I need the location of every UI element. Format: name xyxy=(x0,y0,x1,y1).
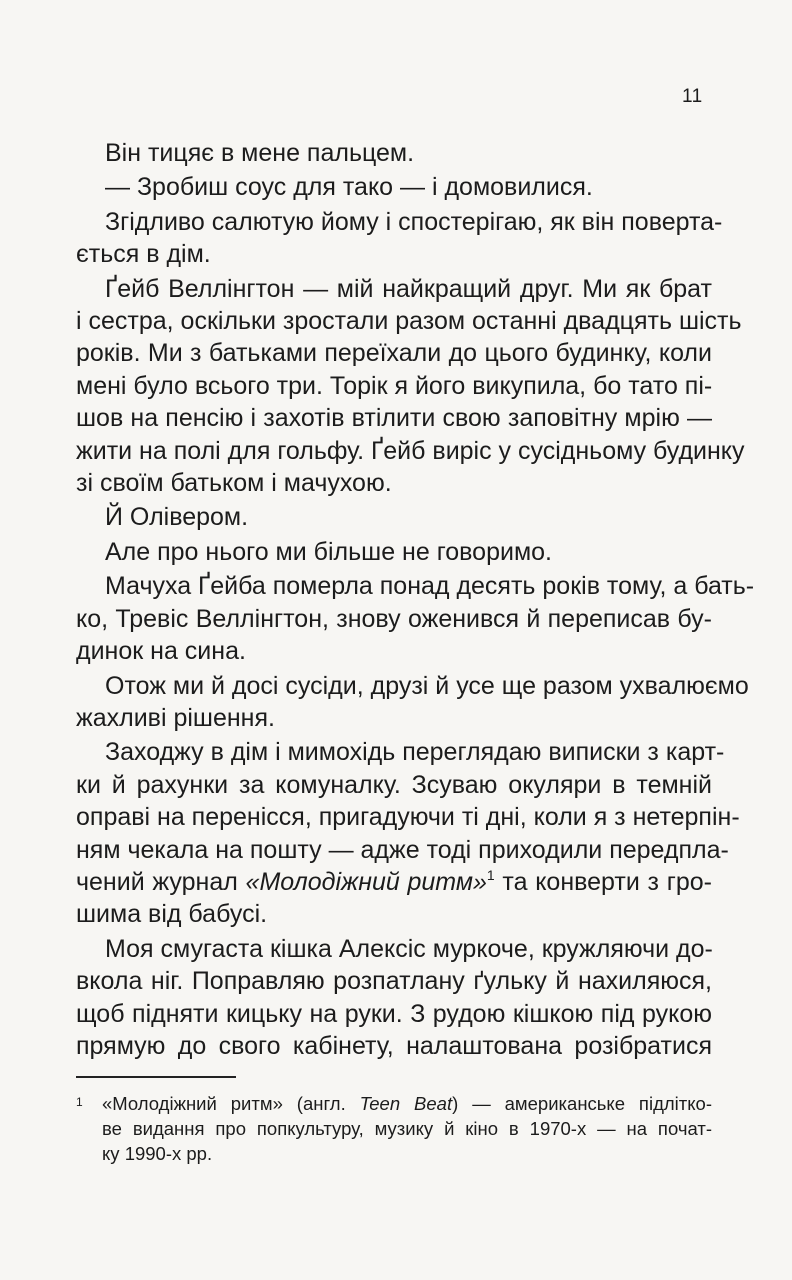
text-line xyxy=(76,670,749,702)
line-text: щоб підняти кицьку на руки. З рудою кішкою під рукою xyxy=(76,999,712,1028)
paragraph xyxy=(76,536,712,568)
footnote-reference: 1 xyxy=(486,866,495,883)
line-text: оправі на перенісся, пригадуючи ті дні, коли я з нетерпін- xyxy=(76,803,740,832)
text-line xyxy=(76,206,723,238)
text-line xyxy=(76,305,742,337)
text-line xyxy=(76,370,712,402)
text-line xyxy=(76,570,755,602)
line-text: жахливі рішення. xyxy=(76,703,275,732)
line-text: шов на пенсію і захотів втілити свою заповітну мрію — xyxy=(76,404,712,433)
text-line xyxy=(76,467,712,499)
text-line xyxy=(76,1030,712,1062)
text-line xyxy=(76,273,712,305)
line-text: мені було всього три. Торік я його викупила, бо тато пі- xyxy=(76,371,713,400)
text-line xyxy=(76,137,712,169)
line-text: Й Олівером. xyxy=(105,503,249,532)
text-line xyxy=(76,933,712,965)
text-line xyxy=(76,635,712,667)
text-line xyxy=(76,536,712,568)
line-text: — Зробиш соус для тако — і домовилися. xyxy=(105,173,593,202)
line-text: ве видання про попкультуру, музику й кіно в 1970-х — на почат- xyxy=(102,1118,712,1139)
text-line xyxy=(76,702,712,734)
line-text: ється в дім. xyxy=(76,240,211,269)
text-line xyxy=(76,238,712,270)
line-text: «Молодіжний ритм» (англ. xyxy=(102,1093,360,1114)
line-text: ку 1990-х рр. xyxy=(102,1143,213,1164)
line-text: Заходжу в дім і мимохідь переглядаю виписки з карт- xyxy=(105,738,725,767)
text-line xyxy=(76,402,712,434)
text-line xyxy=(102,1116,712,1141)
paragraph xyxy=(76,273,745,500)
line-text: зі своїм батьком і мачухою. xyxy=(76,469,392,498)
line-text: жити на полі для гольфу. Ґейб виріс у сусідньому будинку xyxy=(76,436,745,465)
paragraph xyxy=(76,171,712,203)
italic-title: Teen Beat xyxy=(359,1093,453,1114)
line-text: Мачуха Ґейба померла понад десять років тому, а бать- xyxy=(105,572,755,601)
text-line xyxy=(76,435,745,467)
paragraph xyxy=(76,501,712,533)
text-line xyxy=(76,603,712,635)
line-text: чений журнал xyxy=(76,867,246,896)
text-line xyxy=(76,898,712,930)
line-text: і сестра, оскільки зростали разом останні двадцять шість xyxy=(76,307,742,336)
paragraph xyxy=(76,137,712,169)
paragraph xyxy=(76,933,712,1063)
text-line xyxy=(76,998,712,1030)
line-text: Ґейб Веллінгтон — мій найкращий друг. Ми як брат xyxy=(105,274,712,303)
line-text: Згідливо салютую йому і спостерігаю, як він поверта- xyxy=(105,207,723,236)
paragraph xyxy=(76,670,749,735)
footnote xyxy=(76,1091,712,1166)
text-line xyxy=(76,834,729,866)
footnote-divider xyxy=(76,1076,236,1078)
body-text xyxy=(76,137,755,1062)
text-line xyxy=(76,769,712,801)
footnote-marker: 1 xyxy=(76,1095,83,1109)
text-line xyxy=(102,1141,712,1166)
line-text: динок на сина. xyxy=(76,637,246,666)
line-text: шима від бабусі. xyxy=(76,900,268,929)
line-text-continued: та конверти з гро- xyxy=(494,867,712,896)
line-text: ко, Тревіс Веллінгтон, знову оженився й переписав бу- xyxy=(76,604,712,633)
line-text: вкола ніг. Поправляю розпатлану ґульку й нахиляюся, xyxy=(76,967,712,996)
paragraph xyxy=(76,570,755,667)
text-line xyxy=(76,965,712,997)
text-line xyxy=(102,1091,712,1116)
line-text: ням чекала на пошту — адже тоді приходили передпла- xyxy=(76,835,729,864)
line-text: ки й рахунки за комуналку. Зсуваю окуляри в темній xyxy=(76,770,712,799)
text-line xyxy=(76,736,725,768)
text-line xyxy=(76,501,712,533)
line-text: Моя смугаста кішка Алексіс муркоче, кружляючи до- xyxy=(105,934,713,963)
line-text: років. Ми з батьками переїхали до цього будинку, коли xyxy=(76,339,712,368)
text-line xyxy=(76,801,740,833)
text-line xyxy=(76,337,712,369)
line-text-continued: ) — американське підлітко- xyxy=(452,1093,712,1114)
paragraph xyxy=(76,736,740,930)
page-number: 11 xyxy=(682,86,703,107)
line-text: Але про нього ми більше не говоримо. xyxy=(105,537,552,566)
text-line xyxy=(76,171,712,203)
italic-title: «Молодіжний ритм» xyxy=(245,867,487,896)
text-line xyxy=(76,866,712,898)
line-text: прямую до свого кабінету, налаштована розібратися xyxy=(76,1031,712,1060)
line-text: Отож ми й досі сусіди, друзі й усе ще разом ухвалюємо xyxy=(105,671,749,700)
line-text: Він тицяє в мене пальцем. xyxy=(105,139,415,167)
paragraph xyxy=(76,206,723,271)
